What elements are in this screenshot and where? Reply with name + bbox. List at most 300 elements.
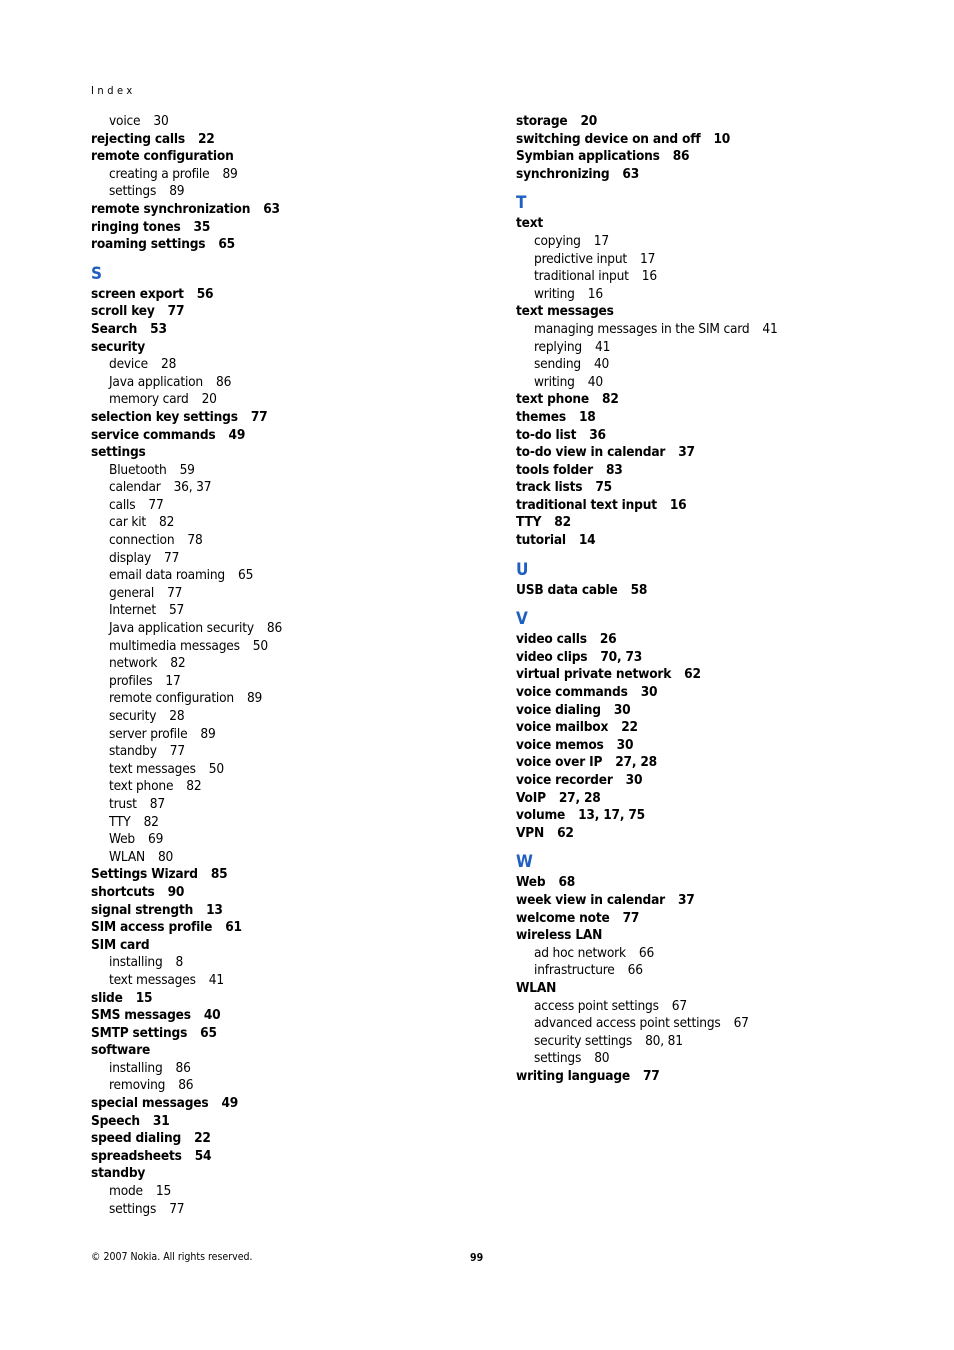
- index-subentry: [91, 814, 491, 832]
- index-page-refs: 16: [641, 268, 657, 285]
- index-entry: [516, 131, 916, 149]
- index-page-refs: 82: [170, 655, 186, 672]
- index-term: welcome note: [516, 909, 610, 926]
- index-term: week view in calendar: [516, 891, 665, 908]
- index-page-refs: 63: [263, 200, 280, 217]
- index-page-refs: 69: [148, 831, 164, 848]
- index-column-left: [91, 113, 491, 1218]
- index-term: voice recorder: [516, 772, 613, 788]
- index-page-refs: 86: [178, 1077, 194, 1094]
- index-term: voice over IP: [516, 754, 603, 771]
- index-entry: [516, 409, 916, 427]
- index-subentry: [91, 166, 491, 184]
- index-subentry: [91, 849, 491, 867]
- index-term: managing messages in the SIM card: [534, 320, 750, 337]
- index-term: standby: [109, 743, 157, 760]
- index-subentry: [91, 514, 491, 532]
- index-term: switching device on and off: [516, 130, 701, 147]
- index-entry: [516, 1068, 916, 1086]
- index-entry: [91, 444, 491, 462]
- index-page-refs: 13: [206, 901, 223, 918]
- index-term: video calls: [516, 631, 587, 648]
- index-entry: [516, 166, 916, 184]
- index-page-refs: 26: [599, 631, 617, 648]
- index-term: screen export: [91, 285, 184, 302]
- index-entry: [516, 649, 916, 667]
- index-term: WLAN: [516, 979, 557, 996]
- index-page-refs: 22: [621, 719, 638, 736]
- index-term: Symbian applications: [516, 148, 660, 165]
- index-page-refs: 8: [175, 954, 184, 971]
- index-term: Bluetooth: [109, 461, 167, 478]
- index-subentry: [91, 391, 491, 409]
- index-section-letter: V: [516, 609, 528, 630]
- index-page-refs: 50: [208, 760, 224, 777]
- index-page-refs: 65: [237, 567, 254, 584]
- index-page-refs: 35: [193, 218, 211, 235]
- index-page-refs: 62: [557, 824, 574, 841]
- index-term: Java application: [109, 373, 203, 390]
- index-page-refs: 53: [150, 320, 167, 337]
- index-subentry: [91, 778, 491, 796]
- index-subentry: [91, 356, 491, 374]
- index-entry: [516, 874, 916, 892]
- index-page-refs: 49: [228, 426, 246, 443]
- index-subentry: [91, 550, 491, 568]
- index-page-refs: 86: [266, 620, 283, 637]
- index-term: voice mailbox: [516, 719, 609, 736]
- index-page-refs: 10: [713, 130, 731, 147]
- index-entry: [516, 927, 916, 945]
- index-term: access point settings: [534, 997, 659, 1014]
- index-page-refs: 50: [252, 637, 268, 654]
- index-entry: [91, 303, 491, 321]
- index-entry: [91, 236, 491, 254]
- running-head: Index: [91, 84, 136, 97]
- index-term: server profile: [109, 725, 188, 742]
- index-page-refs: 66: [627, 962, 643, 979]
- index-page-refs: 68: [558, 874, 576, 891]
- index-page-refs: 37: [677, 891, 695, 908]
- index-page-refs: 22: [197, 130, 215, 147]
- index-subentry: [91, 183, 491, 201]
- index-term: TTY: [109, 813, 131, 830]
- index-term: Web: [516, 874, 546, 891]
- index-page-refs: 27, 28: [615, 754, 657, 771]
- index-entry: [91, 1095, 491, 1113]
- index-subentry: [516, 1033, 916, 1051]
- index-page-refs: 13, 17, 75: [578, 807, 645, 824]
- index-term: text phone: [109, 778, 174, 795]
- index-subentry: [91, 1201, 491, 1219]
- index-subentry: [91, 673, 491, 691]
- index-entry: [516, 719, 916, 737]
- index-term: virtual private network: [516, 666, 672, 683]
- index-page-refs: 31: [152, 1112, 170, 1129]
- index-subentry: [91, 761, 491, 779]
- index-term: network: [109, 655, 158, 672]
- index-subentry: [91, 113, 491, 131]
- index-page-refs: 89: [222, 165, 238, 182]
- index-entry: [91, 1042, 491, 1060]
- index-subentry: [91, 479, 491, 497]
- index-subentry: [91, 796, 491, 814]
- index-term: SMS messages: [91, 1007, 191, 1024]
- index-page-refs: 85: [210, 866, 228, 883]
- index-term: speed dialing: [91, 1130, 182, 1147]
- index-page-refs: 16: [669, 496, 687, 513]
- index-page-refs: 77: [250, 408, 268, 425]
- index-term: infrastructure: [534, 962, 615, 979]
- index-entry: [516, 666, 916, 684]
- index-subentry: [91, 567, 491, 585]
- index-term: text messages: [109, 760, 196, 777]
- index-term: remote configuration: [109, 690, 234, 707]
- index-term: ringing tones: [91, 218, 181, 235]
- index-page-refs: 58: [630, 581, 648, 598]
- index-entry: [516, 427, 916, 445]
- index-entry: [516, 113, 916, 131]
- index-subentry: [91, 690, 491, 708]
- index-term: software: [91, 1042, 151, 1059]
- index-term: email data roaming: [109, 567, 225, 584]
- index-page-refs: 56: [196, 285, 214, 302]
- index-page-refs: 77: [169, 1200, 185, 1217]
- index-page-refs: 83: [605, 461, 623, 478]
- index-page-refs: 82: [554, 514, 571, 531]
- index-page-refs: 18: [578, 408, 596, 425]
- index-subentry: [91, 1183, 491, 1201]
- index-term: slide: [91, 989, 123, 1006]
- index-entry: [91, 937, 491, 955]
- index-page-refs: 41: [594, 338, 611, 355]
- index-term: voice: [109, 113, 141, 129]
- index-term: traditional text input: [516, 496, 657, 513]
- index-entry: [516, 532, 916, 550]
- index-entry: [516, 754, 916, 772]
- index-page-refs: 28: [160, 356, 177, 373]
- index-page-refs: 89: [200, 725, 216, 742]
- index-term: installing: [109, 954, 163, 971]
- index-term: calendar: [109, 479, 161, 496]
- index-page-refs: 89: [169, 183, 185, 200]
- index-term: service commands: [91, 426, 216, 443]
- index-term: copying: [534, 232, 581, 249]
- index-page-refs: 82: [186, 778, 202, 795]
- index-subentry: [91, 602, 491, 620]
- index-section-letter: U: [516, 559, 529, 580]
- index-term: TTY: [516, 514, 542, 531]
- index-page-refs: 90: [167, 883, 185, 900]
- index-page-refs: 30: [640, 684, 658, 701]
- index-term: tools folder: [516, 461, 593, 478]
- index-entry: [516, 148, 916, 166]
- index-page-refs: 27, 28: [558, 789, 601, 806]
- index-subentry: [91, 831, 491, 849]
- index-page-refs: 28: [169, 708, 185, 724]
- index-entry: [516, 444, 916, 462]
- index-page-refs: 40: [587, 373, 603, 390]
- index-page-refs: 15: [155, 1183, 172, 1200]
- index-page-refs: 63: [622, 165, 640, 182]
- index-page-refs: 75: [595, 479, 612, 496]
- index-term: remote configuration: [91, 148, 234, 165]
- index-subentry: [516, 374, 916, 392]
- index-entry: [516, 497, 916, 515]
- index-subentry: [91, 655, 491, 673]
- index-page-refs: 67: [733, 1015, 749, 1032]
- index-page-refs: 17: [640, 250, 656, 267]
- index-entry: [91, 219, 491, 237]
- index-page-refs: 20: [580, 113, 598, 129]
- index-entry: [91, 1148, 491, 1166]
- index-page-refs: 87: [149, 795, 165, 812]
- index-subentry: [91, 532, 491, 550]
- index-term: mode: [109, 1183, 143, 1200]
- index-term: settings: [534, 1050, 582, 1067]
- index-term: calls: [109, 496, 136, 513]
- index-page-refs: 40: [593, 356, 610, 373]
- index-term: themes: [516, 408, 566, 425]
- index-page-refs: 36, 37: [173, 479, 212, 496]
- index-term: writing: [534, 285, 575, 302]
- index-term: security: [91, 338, 145, 355]
- index-term: connection: [109, 532, 175, 549]
- index-entry: [516, 684, 916, 702]
- index-page-refs: 86: [215, 373, 232, 390]
- index-term: SIM access profile: [91, 919, 213, 936]
- index-term: video clips: [516, 648, 588, 665]
- index-term: special messages: [91, 1095, 209, 1112]
- index-entry: [516, 462, 916, 480]
- index-page-refs: 15: [135, 989, 153, 1006]
- index-subentry: [516, 233, 916, 251]
- index-term: Internet: [109, 602, 156, 619]
- index-term: WLAN: [109, 848, 145, 865]
- index-page-refs: 37: [678, 444, 695, 461]
- index-page-refs: 65: [200, 1024, 217, 1041]
- index-entry: [91, 902, 491, 920]
- index-term: Settings Wizard: [91, 866, 198, 883]
- index-page-refs: 30: [625, 772, 643, 788]
- index-term: memory card: [109, 391, 189, 408]
- index-subentry: [516, 286, 916, 304]
- index-term: rejecting calls: [91, 130, 185, 147]
- index-term: writing language: [516, 1067, 630, 1084]
- index-term: track lists: [516, 479, 583, 496]
- index-page-refs: 16: [587, 285, 603, 302]
- index-entry: [516, 391, 916, 409]
- index-page-refs: 77: [148, 496, 164, 513]
- index-entry: [91, 919, 491, 937]
- index-term: voice dialing: [516, 701, 601, 718]
- index-term: advanced access point settings: [534, 1015, 721, 1032]
- index-term: profiles: [109, 672, 153, 689]
- index-page-refs: 86: [672, 148, 690, 165]
- index-term: installing: [109, 1059, 163, 1076]
- index-page-refs: 30: [153, 113, 169, 129]
- index-page-refs: 80: [594, 1050, 610, 1067]
- index-term: scroll key: [91, 303, 155, 320]
- index-subentry: [516, 321, 916, 339]
- index-page-refs: 82: [143, 813, 159, 830]
- index-page-refs: 80: [157, 848, 174, 865]
- index-page-refs: 57: [168, 602, 185, 619]
- index-subentry: [516, 962, 916, 980]
- index-subentry: [91, 638, 491, 656]
- index-term: voice memos: [516, 736, 604, 753]
- index-page-refs: 78: [187, 532, 203, 549]
- index-entry: [91, 148, 491, 166]
- index-entry: [516, 303, 916, 321]
- index-entry: [516, 892, 916, 910]
- index-subentry: [516, 1015, 916, 1033]
- index-page-refs: 80, 81: [645, 1032, 683, 1049]
- index-subentry: [91, 497, 491, 515]
- index-page-refs: 77: [164, 549, 180, 566]
- index-entry: [516, 737, 916, 755]
- page-number: 99: [470, 1252, 484, 1264]
- index-term: predictive input: [534, 250, 628, 267]
- index-term: car kit: [109, 514, 146, 531]
- index-subentry: [91, 462, 491, 480]
- index-entry: [91, 321, 491, 339]
- index-term: storage: [516, 113, 568, 129]
- index-entry: [516, 910, 916, 928]
- index-page-refs: 49: [221, 1095, 239, 1112]
- index-column-right: [516, 113, 916, 1086]
- index-entry: [516, 631, 916, 649]
- index-entry: [516, 479, 916, 497]
- index-page-refs: 77: [622, 909, 640, 926]
- index-page-refs: 54: [194, 1147, 212, 1164]
- index-term: ad hoc network: [534, 944, 626, 961]
- index-term: Web: [109, 831, 135, 848]
- index-page-refs: 17: [593, 232, 609, 249]
- index-term: voice commands: [516, 684, 628, 701]
- index-entry: [91, 884, 491, 902]
- index-entry: [91, 1025, 491, 1043]
- index-term: roaming settings: [91, 236, 206, 253]
- index-section-letter: S: [91, 263, 103, 284]
- index-subentry: [91, 726, 491, 744]
- index-entry: [91, 427, 491, 445]
- index-entry: [516, 790, 916, 808]
- index-subentry: [91, 972, 491, 990]
- index-entry: [516, 772, 916, 790]
- index-subentry: [516, 1050, 916, 1068]
- index-page-refs: 70, 73: [600, 648, 643, 665]
- index-page-refs: 36: [589, 426, 606, 443]
- index-term: standby: [91, 1165, 146, 1182]
- index-term: replying: [534, 338, 582, 355]
- index-entry: [516, 215, 916, 233]
- index-subentry: [91, 620, 491, 638]
- index-term: Java application security: [109, 620, 254, 637]
- index-entry: [91, 286, 491, 304]
- index-subentry: [516, 268, 916, 286]
- index-term: remote synchronization: [91, 200, 251, 217]
- index-page-refs: 82: [602, 391, 619, 408]
- index-subentry: [91, 1060, 491, 1078]
- index-entry: [91, 339, 491, 357]
- index-section-letter: T: [516, 193, 527, 214]
- index-page-refs: 41: [762, 320, 778, 337]
- index-term: traditional input: [534, 268, 629, 285]
- index-page-refs: 82: [159, 514, 175, 531]
- index-term: Search: [91, 320, 138, 337]
- index-term: Speech: [91, 1112, 140, 1129]
- index-term: text: [516, 215, 544, 232]
- index-entry: [516, 980, 916, 998]
- index-page-refs: 61: [225, 919, 242, 936]
- index-entry: [516, 702, 916, 720]
- index-term: general: [109, 584, 155, 601]
- index-subentry: [91, 374, 491, 392]
- index-term: VoIP: [516, 789, 546, 806]
- index-term: display: [109, 549, 152, 566]
- index-entry: [91, 1113, 491, 1131]
- index-term: writing: [534, 373, 575, 390]
- index-term: settings: [91, 444, 146, 461]
- index-subentry: [516, 356, 916, 374]
- index-term: SMTP settings: [91, 1024, 188, 1041]
- index-term: wireless LAN: [516, 927, 603, 944]
- index-entry: [516, 514, 916, 532]
- index-entry: [91, 201, 491, 219]
- index-page-refs: 77: [167, 303, 185, 320]
- index-subentry: [91, 743, 491, 761]
- index-subentry: [91, 1077, 491, 1095]
- index-page-refs: 14: [578, 532, 596, 549]
- index-term: to-do view in calendar: [516, 444, 666, 461]
- index-subentry: [91, 954, 491, 972]
- index-term: text messages: [109, 971, 196, 988]
- index-section-letter: W: [516, 852, 533, 873]
- index-subentry: [516, 945, 916, 963]
- index-term: tutorial: [516, 532, 566, 549]
- index-page-refs: 77: [167, 584, 183, 601]
- index-subentry: [516, 251, 916, 269]
- index-term: device: [109, 356, 148, 373]
- index-term: settings: [109, 1200, 157, 1217]
- index-term: creating a profile: [109, 165, 210, 182]
- index-term: synchronizing: [516, 165, 610, 182]
- index-term: USB data cable: [516, 581, 618, 598]
- index-page-refs: 62: [684, 666, 701, 683]
- index-page-refs: 66: [638, 944, 655, 961]
- index-term: selection key settings: [91, 408, 238, 425]
- index-term: volume: [516, 807, 566, 824]
- index-entry: [91, 131, 491, 149]
- index-page-refs: 17: [165, 672, 181, 689]
- index-term: settings: [109, 183, 157, 200]
- index-entry: [91, 1165, 491, 1183]
- index-entry: [91, 866, 491, 884]
- index-term: multimedia messages: [109, 637, 240, 654]
- index-page-refs: 41: [208, 971, 224, 988]
- index-term: to-do list: [516, 426, 577, 443]
- index-page-refs: 65: [218, 236, 235, 253]
- index-subentry: [516, 998, 916, 1016]
- index-page-refs: 77: [643, 1067, 660, 1084]
- index-term: shortcuts: [91, 883, 155, 900]
- index-term: trust: [109, 795, 137, 812]
- index-page-refs: 86: [175, 1059, 191, 1076]
- index-page-refs: 30: [613, 701, 631, 718]
- index-subentry: [91, 585, 491, 603]
- index-page-refs: 40: [203, 1007, 221, 1024]
